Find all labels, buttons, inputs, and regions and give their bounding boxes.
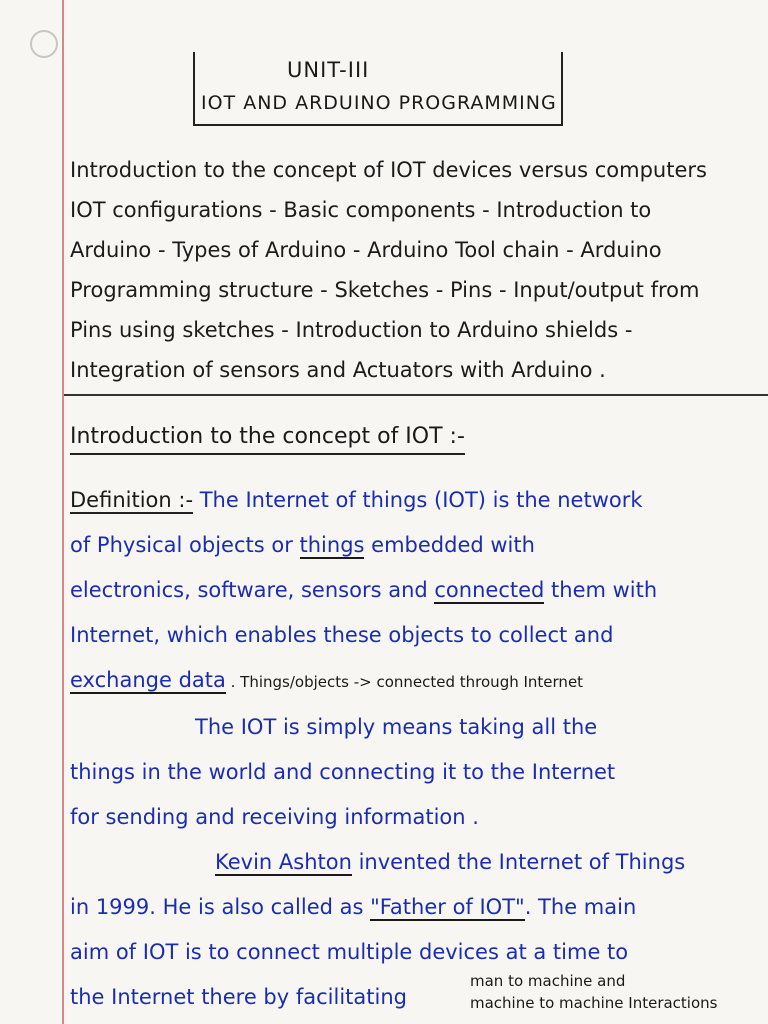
syllabus-block xyxy=(70,150,760,390)
underlined-things: things xyxy=(299,533,365,557)
paragraph-3-line-4: the Internet there by facilitating xyxy=(70,985,407,1009)
unit-title: UNIT-III xyxy=(287,58,370,82)
section-heading-text: Introduction to the concept of IOT :- xyxy=(70,424,465,455)
text-span: in 1999. He is also called as xyxy=(70,895,371,919)
paragraph-3-line-3: aim of IOT is to connect multiple devices at a time to xyxy=(70,940,629,964)
syllabus-line: Introduction to the concept of IOT devices versus computers xyxy=(70,158,707,182)
title-box xyxy=(193,52,563,126)
text-span: invented the Internet of Things xyxy=(351,850,686,874)
text-span: embedded with xyxy=(364,533,535,557)
margin-line xyxy=(62,0,64,1024)
underlined-exchange-data: exchange data xyxy=(70,668,226,692)
definition-label: Definition :- xyxy=(70,488,194,512)
father-of-iot-quote: "Father of IOT" xyxy=(370,895,525,919)
paragraph-3-line-1 xyxy=(70,840,760,885)
section-heading xyxy=(70,424,465,449)
title-box-left-border xyxy=(193,52,195,124)
punch-hole xyxy=(30,30,58,58)
definition-line-5 xyxy=(70,658,760,705)
interaction-note-line-2: machine to machine Interactions xyxy=(470,994,718,1012)
section-body xyxy=(70,478,760,1020)
syllabus-line: IOT configurations - Basic components - Introduction to xyxy=(70,198,652,222)
interaction-note-line-1: man to machine and xyxy=(470,972,626,990)
paragraph-2-line-2: things in the world and connecting it to the Internet xyxy=(70,760,616,784)
syllabus-line: Programming structure - Sketches - Pins - Input/output from xyxy=(70,278,700,302)
definition-line-4: Internet, which enables these objects to collect and xyxy=(70,623,614,647)
text-span: them with xyxy=(544,578,658,602)
syllabus-line: Arduino - Types of Arduino - Arduino Tool chain - Arduino xyxy=(70,238,662,262)
paragraph-2-line-1: The IOT is simply means taking all the xyxy=(195,715,598,739)
definition-line-1 xyxy=(70,478,760,523)
underlined-kevin-ashton: Kevin Ashton xyxy=(215,850,352,874)
syllabus-line: Integration of sensors and Actuators with Arduino . xyxy=(70,358,606,382)
section-divider xyxy=(64,394,768,396)
definition-line-2 xyxy=(70,523,760,568)
things-connected-note: . Things/objects -> connected through Internet xyxy=(225,673,584,691)
paragraph-2-line-3: for sending and receiving information . xyxy=(70,805,479,829)
paragraph-3-line-2 xyxy=(70,885,760,930)
text-span: of Physical objects or xyxy=(70,533,300,557)
definition-line-3 xyxy=(70,568,760,613)
subject-title: IOT AND ARDUINO PROGRAMMING xyxy=(201,92,557,114)
syllabus-line: Pins using sketches - Introduction to Arduino shields - xyxy=(70,318,633,342)
interaction-note xyxy=(470,970,717,1014)
text-span: . The main xyxy=(524,895,637,919)
definition-text: The Internet of things (IOT) is the network xyxy=(193,488,643,512)
underlined-connected: connected xyxy=(434,578,545,602)
text-span: electronics, software, sensors and xyxy=(70,578,435,602)
